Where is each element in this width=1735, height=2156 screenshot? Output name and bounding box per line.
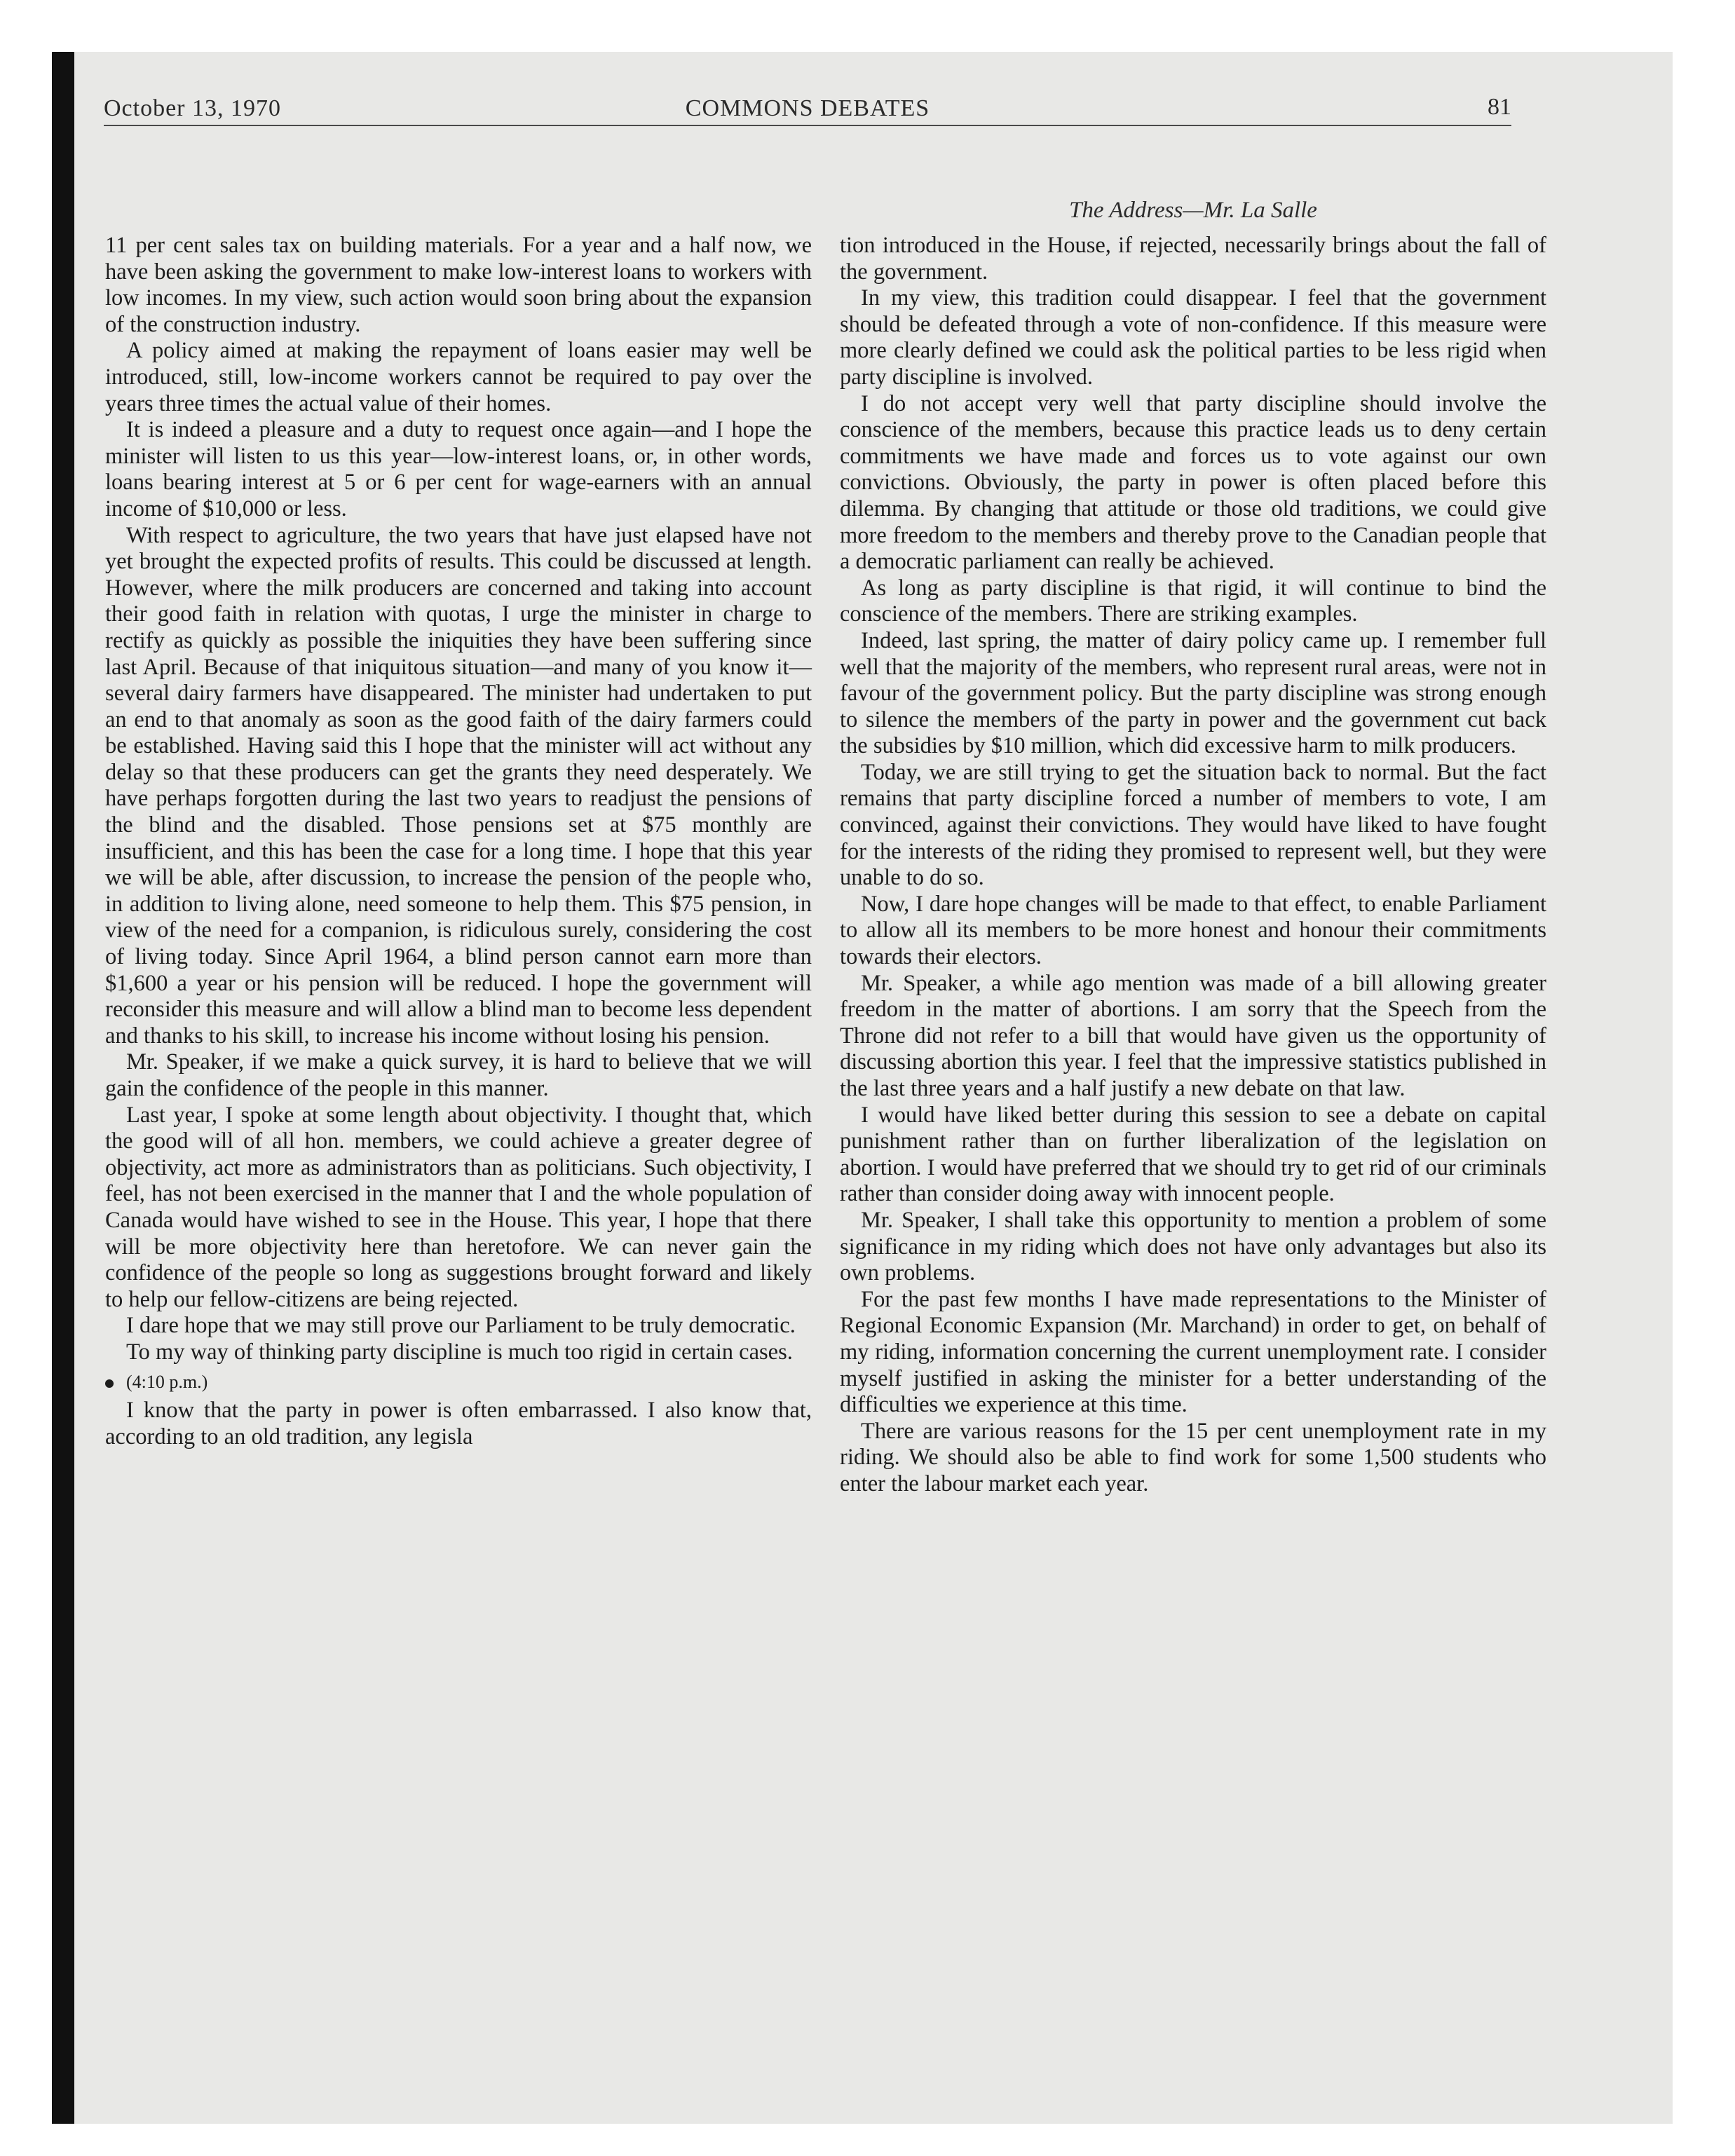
- right-paragraph-4: As long as party discipline is that rigid, it will continue to bind the conscience of the members. There are striking examples.: [840, 575, 1546, 627]
- left-paragraph-6: Last year, I spoke at some length about objectivity. I thought that, which the good will of all hon. members, we could achieve a greater degree of objectivity, act more as administrators than as politicians. Such objectivity, I feel, has not been exercised in the manner that I and the whole population of Canada would have wished to see in the House. This year, I hope that there will be more objectivity here than heretofore. We can never gain the confidence of the people so long as suggestions brought forward and likely to help our fellow-citizens are being rejected.: [105, 1102, 812, 1312]
- right-paragraph-3: I do not accept very well that party discipline should involve the conscience of the members, because this practice leads us to deny certain commitments we have made and forces us to vote against our own convictions. Obviously, the party in power is often placed before this dilemma. By changing that attitude or those old traditions, we could give more freedom to the members and thereby prove to the Canadian people that a democratic parliament can really be achieved.: [840, 390, 1546, 575]
- left-paragraph-1: 11 per cent sales tax on building materials. For a year and a half now, we have been asking the government to make low-interest loans to workers with low incomes. In my view, such action would soon bring about the expansion of the construction industry.: [105, 233, 812, 337]
- header-date: October 13, 1970: [104, 95, 282, 121]
- left-column: [105, 233, 812, 1450]
- running-head: The Address—Mr. La Salle: [1069, 198, 1317, 223]
- right-paragraph-9: I would have liked better during this session to see a debate on capital punishment rather than on further liberalization of the legislation on abortion. I would have preferred that we should try to get rid of our criminals rather than consider doing away with innocent people.: [840, 1102, 1546, 1207]
- header-journal-title: COMMONS DEBATES: [685, 95, 930, 121]
- page-header: [104, 90, 1511, 126]
- right-column: [840, 233, 1546, 1498]
- time-marker: [105, 1369, 812, 1396]
- right-paragraph-5: Indeed, last spring, the matter of dairy policy came up. I remember full well that the majority of the members, who represent rural areas, were not in favour of the government policy. But the party discipline was strong enough to silence the members of the party in power and the government cut back the subsidies by $10 million, which did excessive harm to milk producers.: [840, 627, 1546, 759]
- left-paragraph-2: A policy aimed at making the repayment of loans easier may well be introduced, still, low-income workers cannot be required to pay over the years three times the actual value of their homes.: [105, 338, 812, 416]
- scan-edge-bar: [52, 52, 74, 2124]
- left-paragraph-8: To my way of thinking party discipline is much too rigid in certain cases.: [126, 1339, 793, 1365]
- left-paragraph-4: With respect to agriculture, the two years that have just elapsed have not yet brought the expected profits of results. This could be discussed at length. However, where the milk producers are concerned and taking into account their good faith in relation with quotas, I urge the minister in charge to rectify as quickly as possible the iniquities they have been suffering since last April. Because of that iniquitous situation—and many of you know it—several dairy farmers have disappeared. The minister had undertaken to put an end to that anomaly as soon as the good faith of the dairy farmers could be established. Having said this I hope that the minister will act without any delay so that these producers can get the grants they need desperately. We have perhaps forgotten during the last two years to readjust the pensions of the blind and the disabled. Those pensions set at $75 monthly are insufficient, and this has been the case for a long time. I hope that this year we will be able, after discussion, to increase the pension of the people who, in addition to living alone, need someone to help them. This $75 pension, in view of the need for a companion, is ridiculous surely, considering the cost of living today. Since April 1964, a blind person cannot earn more than $1,600 a year or his pension will be reduced. I hope the government will reconsider this measure and will allow a blind man to become less dependent and thanks to his skill, to increase his income without losing his pension.: [105, 522, 812, 1049]
- time-marker-text: (4:10 p.m.): [126, 1371, 208, 1392]
- right-paragraph-6: Today, we are still trying to get the situation back to normal. But the fact remains that party discipline forced a number of members to vote, I am convinced, against their convictions. They would have liked to have fought for the interests of the riding they promised to represent well, but they were unable to do so.: [840, 759, 1546, 891]
- header-page-number: 81: [1488, 94, 1511, 120]
- left-paragraph-7: I dare hope that we may still prove our Parliament to be truly democratic.: [126, 1313, 796, 1339]
- left-paragraph-5: Mr. Speaker, if we make a quick survey, it is hard to believe that we will gain the confidence of the people in this manner.: [105, 1049, 812, 1101]
- right-paragraph-10: Mr. Speaker, I shall take this opportunity to mention a problem of some significance in my riding which does not have only advantages but also its own problems.: [840, 1207, 1546, 1286]
- bullet-icon: [105, 1379, 114, 1388]
- left-paragraph-3: It is indeed a pleasure and a duty to request once again—and I hope the minister will listen to us this year—low-interest loans, or, in other words, loans bearing interest at 5 or 6 per cent for wage-earners with an annual income of $10,000 or less.: [105, 417, 812, 521]
- right-paragraph-11: For the past few months I have made representations to the Minister of Regional Economic Expansion (Mr. Marchand) in order to get, on behalf of my riding, information concerning the current unemployment rate. I consider myself justified in asking the minister for a better understanding of the difficulties we experience at this time.: [840, 1286, 1546, 1418]
- right-paragraph-2: In my view, this tradition could disappear. I feel that the government should be defeated through a vote of non-confidence. If this measure were more clearly defined we could ask the political parties to be less rigid when party discipline is involved.: [840, 285, 1546, 390]
- right-paragraph-1: tion introduced in the House, if rejected, necessarily brings about the fall of the government.: [840, 233, 1546, 285]
- right-paragraph-8: Mr. Speaker, a while ago mention was made of a bill allowing greater freedom in the matter of abortions. I am sorry that the Speech from the Throne did not refer to a bill that would have given us the opportunity of discussing abortion this year. I feel that the impressive statistics published in the last three years and a half justify a new debate on that law.: [840, 970, 1546, 1101]
- left-paragraph-9: I know that the party in power is often embarrassed. I also know that, according to an old tradition, any legisla: [105, 1398, 812, 1449]
- right-paragraph-12: There are various reasons for the 15 per cent unemployment rate in my riding. We should also be able to find work for some 1,500 students who enter the labour market each year.: [840, 1418, 1546, 1496]
- header-rule: [104, 125, 1511, 126]
- right-paragraph-7: Now, I dare hope changes will be made to that effect, to enable Parliament to allow all its members to be more honest and honour their commitments towards their electors.: [840, 891, 1546, 970]
